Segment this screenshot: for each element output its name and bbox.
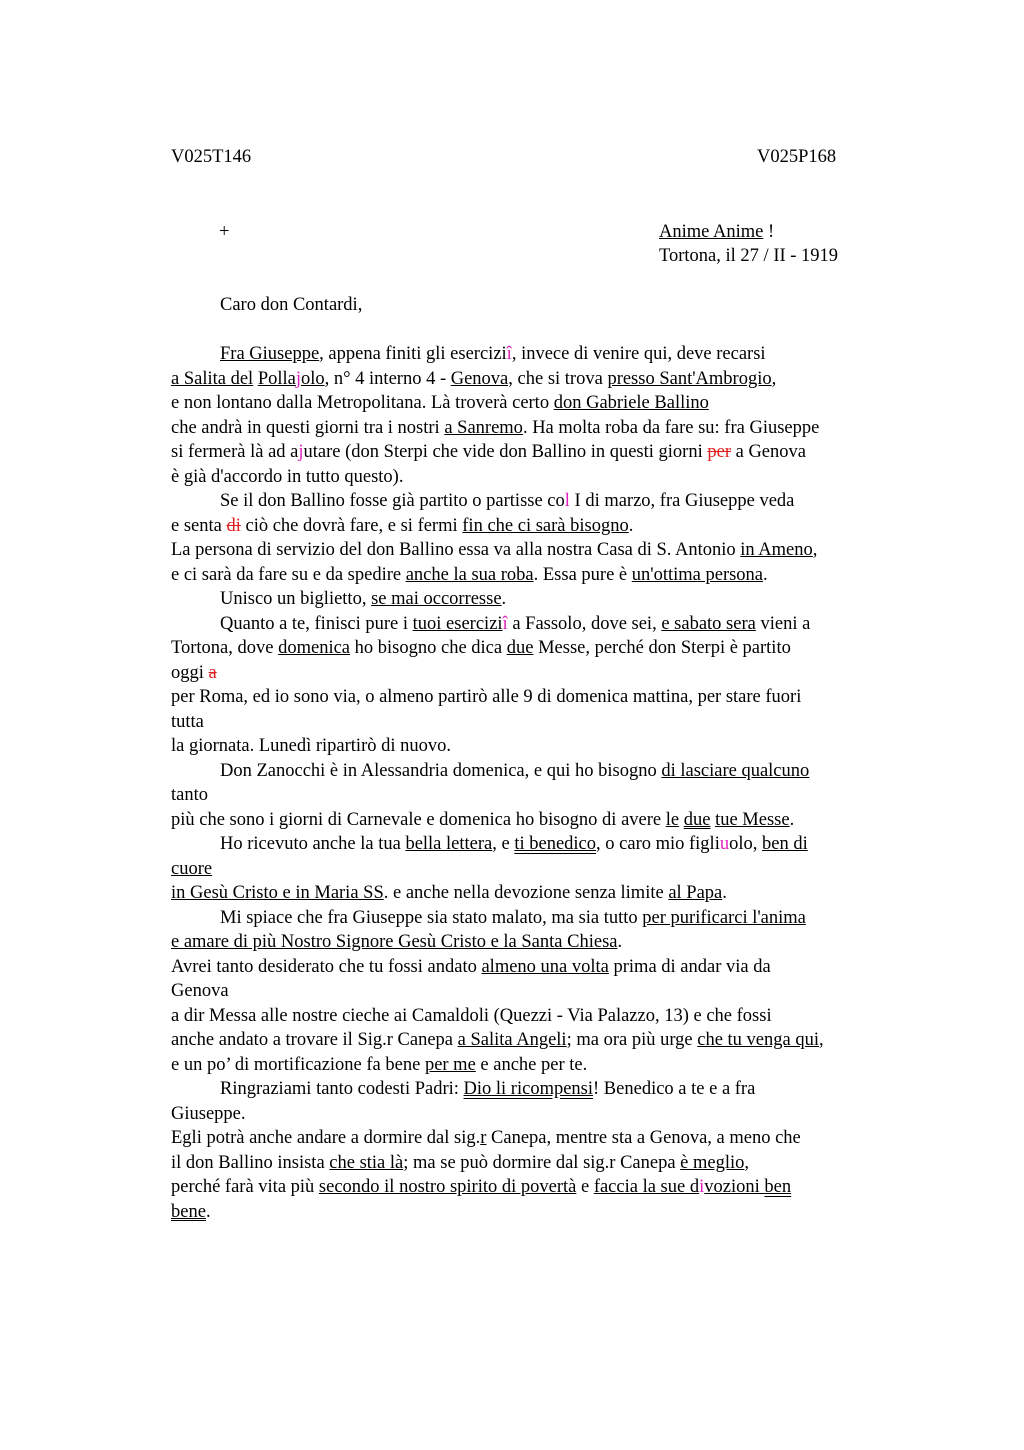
letter-line	[171, 808, 794, 832]
text-run: ho bisogno che dica	[350, 638, 507, 658]
text-run: bene	[171, 1201, 206, 1222]
text-run: , invece di venire qui, deve recarsi	[511, 344, 766, 364]
text-run: se mai occorresse	[371, 589, 502, 609]
text-run: vozioni	[704, 1177, 765, 1197]
text-run: che si trova	[512, 368, 608, 389]
text-run: ti benedico	[514, 834, 597, 854]
text-run: . e anche nella devozione senza limite	[383, 883, 669, 903]
letter-line	[171, 514, 633, 538]
text-run: e senta	[171, 515, 227, 536]
text-run: almeno una volta	[481, 956, 609, 977]
text-run: domenica	[278, 638, 351, 658]
text-run: oggi	[171, 662, 209, 683]
letter-line	[171, 930, 622, 954]
text-run: per	[707, 442, 731, 462]
letter-line	[220, 489, 794, 513]
text-run: r	[480, 1128, 487, 1148]
text-run: due	[683, 809, 711, 830]
letter-line	[171, 563, 768, 587]
text-run: bella lettera	[405, 834, 493, 854]
letter-line	[171, 416, 819, 440]
text-run: secondo il nostro spirito di povertà	[318, 1177, 577, 1197]
text-run: Genova,	[450, 368, 513, 389]
text-run: un'ottima persona	[631, 564, 764, 585]
text-run: è meglio	[680, 1152, 745, 1173]
text-run: tuoi esercizi	[412, 613, 503, 634]
text-run: olo,	[729, 834, 762, 854]
letter-line	[171, 1028, 824, 1052]
letter-line	[220, 612, 810, 636]
letter-line	[171, 636, 791, 660]
text-run: che stia là	[329, 1152, 404, 1173]
text-run: .	[205, 1201, 211, 1222]
text-run: e ci sarà da fare su e da spedire	[171, 564, 406, 585]
text-run: presso Sant'Ambrogio	[607, 368, 772, 389]
text-run: fin che ci sarà bisogno	[462, 515, 629, 536]
right-document-code: V025P168	[757, 147, 837, 167]
text-run: ,	[819, 1030, 824, 1050]
text-run: a Salita del	[171, 368, 254, 389]
text-run: si fermerà là ad a	[171, 442, 299, 462]
text-run: ciò che dovrà fare, e si fermi	[240, 515, 463, 536]
text-run: faccia la sue d	[593, 1177, 700, 1197]
text-run: il don Ballino insista	[171, 1152, 330, 1173]
text-run: Se il don Ballino fosse già partito o partisse co	[220, 491, 565, 511]
letter-line	[171, 661, 217, 685]
text-run: olo	[301, 368, 325, 389]
text-run: è già d'accordo in tutto questo).	[171, 466, 404, 487]
text-run: . Ha molta roba da fare su: fra Giuseppe	[522, 417, 820, 438]
text-run: Giuseppe.	[171, 1103, 246, 1124]
text-run: vieni a	[755, 613, 811, 634]
letter-line	[171, 1200, 211, 1224]
text-run: l	[564, 491, 570, 511]
text-run: prima di andar via da	[608, 956, 771, 977]
text-run: u	[719, 834, 730, 854]
text-run: e	[576, 1177, 594, 1197]
text-run: a Genova	[730, 442, 806, 462]
text-run: Unisco un biglietto,	[220, 589, 372, 609]
text-run: Mi spiace che fra Giuseppe sia stato malato, ma sia tutto	[220, 907, 643, 928]
motto	[659, 222, 774, 243]
text-run: . Essa pure è	[533, 564, 632, 585]
letter-line	[220, 906, 806, 930]
text-run: a Salita Angeli	[457, 1030, 567, 1050]
letter-line	[220, 832, 808, 856]
letter-line	[171, 955, 771, 979]
text-run: ,	[744, 1152, 750, 1173]
motto-exclamation: !	[763, 222, 775, 242]
letter-line	[171, 734, 451, 758]
text-run: don Gabriele Ballino	[553, 393, 709, 413]
letter-line	[220, 587, 506, 611]
text-run: Ringraziami tanto codesti Padri:	[220, 1079, 464, 1099]
text-run: , o caro mio figli	[596, 834, 720, 854]
text-run: i	[699, 1177, 705, 1197]
text-run: tue Messe	[715, 809, 790, 830]
letter-line	[171, 881, 727, 905]
letter-line	[171, 979, 229, 1003]
text-run: per me	[424, 1054, 476, 1075]
text-run: ! Benedico a te e a fra	[593, 1079, 756, 1099]
text-run: Avrei tanto desiderato che tu fossi andato	[171, 956, 482, 977]
text-run: j	[295, 368, 301, 389]
letter-line	[171, 465, 403, 489]
text-run: Dio li ricompensi	[463, 1079, 594, 1099]
place-date: Tortona, il 27 / II - 1919	[659, 246, 839, 266]
text-run: cuore	[171, 858, 213, 879]
letter-line	[171, 857, 212, 881]
letter-line	[171, 685, 801, 709]
text-run: Egli potrà anche andare a dormire dal sig.	[171, 1128, 481, 1148]
motto-text: Anime Anime	[659, 222, 764, 242]
text-run: î	[502, 613, 508, 634]
text-run: anche la sua roba	[405, 564, 534, 585]
text-run: perché farà vita più	[171, 1177, 319, 1197]
text-run: più che sono i giorni di Carnevale e domenica ho bisogno di avere	[171, 809, 666, 830]
text-run: .	[763, 564, 768, 585]
text-run: ben	[764, 1177, 792, 1197]
text-run: e un po’ di mortificazione fa bene	[171, 1054, 425, 1075]
letter-line	[171, 783, 208, 807]
letter-line	[171, 710, 204, 734]
text-run: due	[506, 638, 534, 658]
text-run: tanto	[171, 785, 208, 805]
text-run: Messe, perché don Sterpi è partito	[533, 638, 791, 658]
text-run: a	[208, 662, 217, 683]
text-run: per Roma, ed io sono via, o almeno partirò alle 9 di domenica mattina, per stare fuori	[171, 687, 802, 707]
letter-line	[171, 538, 817, 562]
text-run: Fra Giuseppe	[220, 344, 320, 364]
text-run: ,	[812, 540, 818, 560]
letter-line	[220, 342, 766, 366]
letter-line	[171, 391, 709, 415]
letter-line	[171, 1126, 801, 1150]
text-run: in Ameno	[740, 540, 813, 560]
letter-line	[171, 367, 776, 391]
letter-line	[171, 1102, 246, 1126]
text-run: e anche per te.	[475, 1054, 588, 1075]
text-run: ,	[771, 368, 777, 389]
letter-line	[171, 1004, 772, 1028]
text-run: , e	[492, 834, 515, 854]
text-run: tutta	[171, 711, 204, 732]
text-run: I di marzo, fra Giuseppe veda	[569, 491, 795, 511]
text-run: .	[617, 932, 623, 952]
text-run: che andrà in questi giorni tra i nostri	[171, 417, 445, 438]
text-run: e sabato sera	[661, 613, 756, 634]
text-run: Ho ricevuto anche la tua	[220, 834, 406, 854]
cross-symbol: +	[219, 222, 230, 242]
text-run: Canepa, mentre sta a Genova, a meno che	[486, 1128, 801, 1148]
salutation: Caro don Contardi,	[220, 295, 363, 315]
text-run: .	[501, 589, 507, 609]
text-run: e amare di più Nostro Signore Gesù Cristo e la Santa Chiesa	[171, 932, 618, 952]
text-run: a Fassolo, dove sei,	[507, 613, 662, 634]
letter-line	[171, 1053, 587, 1077]
text-run: a dir Messa alle nostre cieche ai Camaldoli (Quezzi - Via Palazzo, 13) e che fossi	[171, 1005, 772, 1026]
text-run: di lasciare qualcuno	[661, 760, 810, 781]
text-run: Tortona, dove	[171, 638, 279, 658]
text-run: la giornata. Lunedì ripartirò di nuovo.	[171, 736, 451, 756]
text-run: ben di	[761, 834, 808, 854]
text-run: in Gesù Cristo e in Maria SS	[171, 883, 384, 903]
text-run: al Papa	[668, 883, 723, 903]
text-run: j	[298, 442, 304, 462]
text-run: La persona di servizio del don Ballino essa va alla nostra Casa di S. Antonio	[171, 540, 741, 560]
letter-line	[171, 1175, 791, 1199]
text-run: .	[628, 515, 634, 536]
text-run: le	[665, 809, 680, 830]
text-run: .	[789, 809, 795, 830]
text-run: e non lontano dalla Metropolitana. Là troverà certo	[171, 393, 554, 413]
text-run: Polla	[257, 368, 296, 389]
text-run: , n° 4 interno 4 -	[324, 368, 451, 389]
text-run: anche andato a trovare il Sig.r Canepa	[171, 1030, 458, 1050]
text-run: Don Zanocchi è in Alessandria domenica, e qui ho bisogno	[220, 760, 662, 781]
letter-line	[171, 1151, 749, 1175]
text-run: di	[226, 515, 241, 536]
text-run: Quanto a te, finisci pure i	[220, 613, 413, 634]
text-run: î	[506, 344, 512, 364]
text-run: Genova	[171, 981, 229, 1001]
text-run: per purificarci l'anima	[642, 907, 806, 928]
text-run: a Sanremo	[444, 417, 523, 438]
text-run: , appena finiti gli esercizi	[319, 344, 507, 364]
text-run: .	[722, 883, 727, 903]
text-run: utare (don Sterpi che vide don Ballino in questi giorni	[303, 442, 708, 462]
letter-line	[220, 1077, 755, 1101]
letter-line	[220, 759, 809, 783]
text-run: che tu venga qui	[697, 1030, 819, 1050]
text-run: ; ma se può dormire dal sig.r Canepa	[403, 1152, 681, 1173]
text-run: ; ma ora più urge	[566, 1030, 698, 1050]
letter-line	[171, 440, 806, 464]
left-document-code: V025T146	[171, 147, 252, 167]
